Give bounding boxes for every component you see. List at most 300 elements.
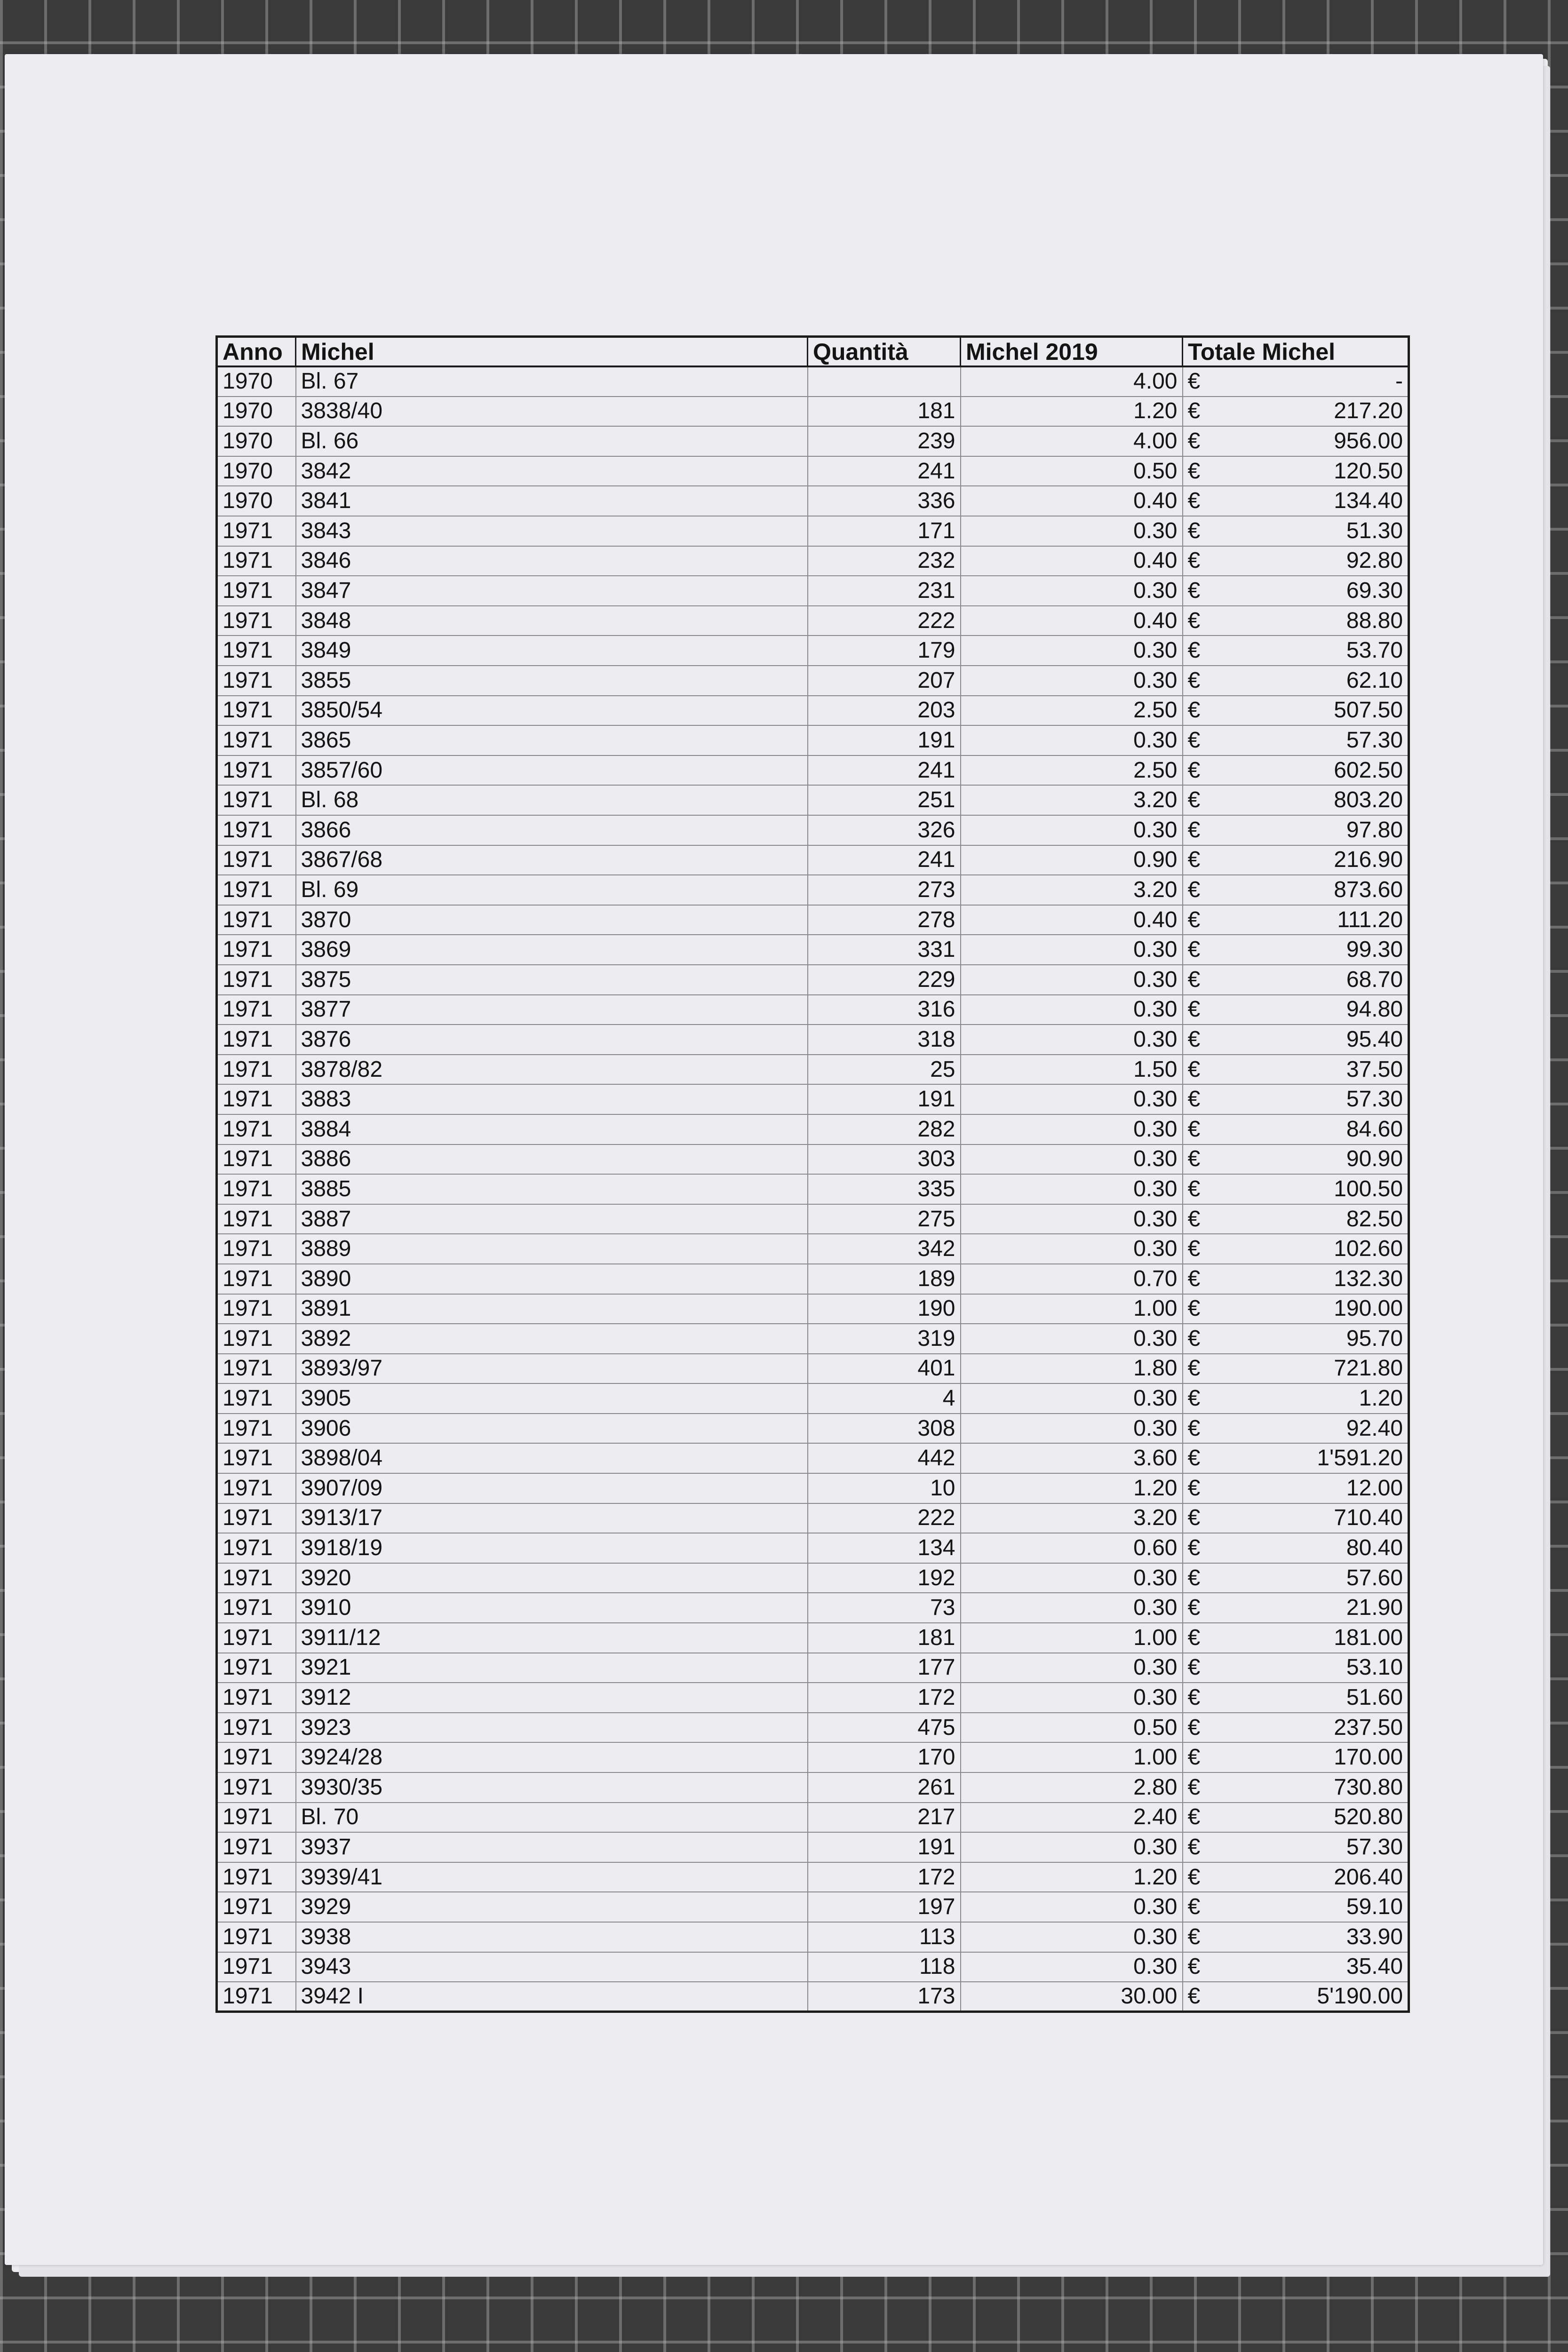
cell-michel: 3857/60 xyxy=(296,755,808,786)
cell-anno: 1971 xyxy=(217,995,296,1025)
cell-michel-2019: 3.60 xyxy=(961,1443,1183,1473)
cell-currency: € xyxy=(1183,1025,1216,1055)
table-row xyxy=(217,1772,1409,1803)
cell-totale: 134.40 xyxy=(1216,486,1409,516)
cell-michel-2019: 0.30 xyxy=(961,1653,1183,1683)
cell-anno: 1970 xyxy=(217,486,296,516)
table-row xyxy=(217,1414,1409,1444)
cell-michel: 3865 xyxy=(296,725,808,755)
cell-anno: 1971 xyxy=(217,1144,296,1175)
cell-currency: € xyxy=(1183,1294,1216,1324)
header-quantita: Quantità xyxy=(808,337,961,367)
cell-currency: € xyxy=(1183,725,1216,755)
cell-quantita: 308 xyxy=(808,1414,961,1444)
table-row xyxy=(217,1922,1409,1952)
cell-anno: 1971 xyxy=(217,1324,296,1354)
cell-totale: 92.40 xyxy=(1216,1414,1409,1444)
cell-totale: 82.50 xyxy=(1216,1204,1409,1234)
cell-totale: 602.50 xyxy=(1216,755,1409,786)
table-row xyxy=(217,456,1409,486)
cell-totale: 95.40 xyxy=(1216,1025,1409,1055)
cell-michel: 3883 xyxy=(296,1084,808,1114)
cell-totale: 57.30 xyxy=(1216,1832,1409,1862)
cell-totale: 237.50 xyxy=(1216,1713,1409,1743)
cell-anno: 1971 xyxy=(217,1952,296,1982)
cell-michel-2019: 2.50 xyxy=(961,755,1183,786)
table-row xyxy=(217,1204,1409,1234)
cell-currency: € xyxy=(1183,1264,1216,1294)
cell-anno: 1971 xyxy=(217,1892,296,1922)
table-row xyxy=(217,1144,1409,1175)
cell-totale: 37.50 xyxy=(1216,1055,1409,1085)
cell-anno: 1971 xyxy=(217,1982,296,2012)
cell-michel: Bl. 68 xyxy=(296,785,808,815)
cell-quantita: 222 xyxy=(808,606,961,636)
cell-michel: 3939/41 xyxy=(296,1862,808,1892)
cell-totale: 69.30 xyxy=(1216,576,1409,606)
table-row xyxy=(217,1114,1409,1144)
cell-currency: € xyxy=(1183,576,1216,606)
cell-totale: 90.90 xyxy=(1216,1144,1409,1175)
cell-anno: 1970 xyxy=(217,366,296,397)
cell-currency: € xyxy=(1183,606,1216,636)
cell-quantita: 172 xyxy=(808,1862,961,1892)
cell-michel: 3918/19 xyxy=(296,1533,808,1563)
cell-quantita: 197 xyxy=(808,1892,961,1922)
cell-michel: 3849 xyxy=(296,636,808,666)
cell-anno: 1971 xyxy=(217,1383,296,1414)
table-row xyxy=(217,1503,1409,1534)
cell-quantita: 336 xyxy=(808,486,961,516)
cell-totale: 111.20 xyxy=(1216,905,1409,935)
cell-michel: 3890 xyxy=(296,1264,808,1294)
cell-totale: 520.80 xyxy=(1216,1803,1409,1833)
cell-currency: € xyxy=(1183,1414,1216,1444)
cell-currency: € xyxy=(1183,1204,1216,1234)
cell-michel-2019: 1.20 xyxy=(961,1862,1183,1892)
cell-quantita: 190 xyxy=(808,1294,961,1324)
cell-currency: € xyxy=(1183,1922,1216,1952)
cell-currency: € xyxy=(1183,486,1216,516)
cell-anno: 1971 xyxy=(217,1443,296,1473)
cell-totale: 803.20 xyxy=(1216,785,1409,815)
cell-michel-2019: 0.30 xyxy=(961,1922,1183,1952)
cell-michel: 3867/68 xyxy=(296,845,808,875)
table-row xyxy=(217,1264,1409,1294)
cell-anno: 1971 xyxy=(217,905,296,935)
cell-totale: 84.60 xyxy=(1216,1114,1409,1144)
cell-quantita: 113 xyxy=(808,1922,961,1952)
cell-michel: 3876 xyxy=(296,1025,808,1055)
table-row xyxy=(217,1623,1409,1653)
cell-totale: 120.50 xyxy=(1216,456,1409,486)
header-totale-michel: Totale Michel xyxy=(1183,337,1409,367)
cell-totale: 53.70 xyxy=(1216,636,1409,666)
cell-totale: 721.80 xyxy=(1216,1354,1409,1384)
cell-quantita: 177 xyxy=(808,1653,961,1683)
cell-michel: 3943 xyxy=(296,1952,808,1982)
table-row xyxy=(217,1713,1409,1743)
cell-currency: € xyxy=(1183,875,1216,905)
cell-quantita: 4 xyxy=(808,1383,961,1414)
cell-quantita: 326 xyxy=(808,815,961,845)
cell-quantita: 241 xyxy=(808,845,961,875)
cell-michel: 3921 xyxy=(296,1653,808,1683)
table-row xyxy=(217,1234,1409,1264)
cell-michel-2019: 4.00 xyxy=(961,426,1183,456)
cell-michel: 3847 xyxy=(296,576,808,606)
cell-michel-2019: 0.30 xyxy=(961,1892,1183,1922)
table-row xyxy=(217,546,1409,576)
cell-currency: € xyxy=(1183,1982,1216,2012)
cell-quantita: 241 xyxy=(808,755,961,786)
cell-currency: € xyxy=(1183,1563,1216,1593)
cell-michel: 3869 xyxy=(296,935,808,965)
cell-michel: Bl. 67 xyxy=(296,366,808,397)
cell-michel-2019: 0.30 xyxy=(961,1204,1183,1234)
table-row xyxy=(217,815,1409,845)
cell-quantita: 134 xyxy=(808,1533,961,1563)
cell-quantita: 275 xyxy=(808,1204,961,1234)
cell-michel-2019: 0.30 xyxy=(961,636,1183,666)
cell-michel: 3938 xyxy=(296,1922,808,1952)
cell-anno: 1971 xyxy=(217,1772,296,1803)
cell-michel-2019: 1.20 xyxy=(961,1473,1183,1503)
cell-totale: 59.10 xyxy=(1216,1892,1409,1922)
cell-michel: Bl. 69 xyxy=(296,875,808,905)
cell-quantita: 25 xyxy=(808,1055,961,1085)
table-row xyxy=(217,1025,1409,1055)
cell-totale: 95.70 xyxy=(1216,1324,1409,1354)
cell-michel: 3875 xyxy=(296,965,808,995)
cell-currency: € xyxy=(1183,845,1216,875)
cell-michel: 3905 xyxy=(296,1383,808,1414)
cell-anno: 1971 xyxy=(217,1803,296,1833)
cell-michel-2019: 0.90 xyxy=(961,845,1183,875)
table-row xyxy=(217,1862,1409,1892)
cell-anno: 1970 xyxy=(217,456,296,486)
cell-totale: 102.60 xyxy=(1216,1234,1409,1264)
cell-michel-2019: 0.60 xyxy=(961,1533,1183,1563)
cell-quantita: 207 xyxy=(808,666,961,696)
cell-totale: 35.40 xyxy=(1216,1952,1409,1982)
cell-currency: € xyxy=(1183,755,1216,786)
cell-michel: 3929 xyxy=(296,1892,808,1922)
header-michel: Michel xyxy=(296,337,808,367)
cell-totale: 53.10 xyxy=(1216,1653,1409,1683)
cell-michel-2019: 0.30 xyxy=(961,725,1183,755)
cell-totale: 181.00 xyxy=(1216,1623,1409,1653)
table-row xyxy=(217,666,1409,696)
table-row xyxy=(217,965,1409,995)
cell-michel: 3906 xyxy=(296,1414,808,1444)
cell-quantita: 217 xyxy=(808,1803,961,1833)
cell-michel: 3841 xyxy=(296,486,808,516)
table-row xyxy=(217,1653,1409,1683)
table-row xyxy=(217,725,1409,755)
cell-currency: € xyxy=(1183,1503,1216,1534)
cell-totale: 51.30 xyxy=(1216,516,1409,546)
table-row xyxy=(217,486,1409,516)
cell-michel-2019: 0.30 xyxy=(961,516,1183,546)
cell-anno: 1971 xyxy=(217,1084,296,1114)
cell-michel-2019: 2.80 xyxy=(961,1772,1183,1803)
cell-quantita xyxy=(808,366,961,397)
cell-quantita: 303 xyxy=(808,1144,961,1175)
table-row xyxy=(217,1294,1409,1324)
cell-quantita: 192 xyxy=(808,1563,961,1593)
cell-currency: € xyxy=(1183,1443,1216,1473)
cell-quantita: 191 xyxy=(808,725,961,755)
table-row xyxy=(217,606,1409,636)
table-row xyxy=(217,1443,1409,1473)
cell-michel-2019: 2.40 xyxy=(961,1803,1183,1833)
cell-quantita: 222 xyxy=(808,1503,961,1534)
cell-michel-2019: 0.50 xyxy=(961,1713,1183,1743)
table-row xyxy=(217,1892,1409,1922)
cell-totale: 217.20 xyxy=(1216,397,1409,427)
cell-michel-2019: 0.30 xyxy=(961,1084,1183,1114)
cell-michel-2019: 0.30 xyxy=(961,1593,1183,1623)
cell-currency: € xyxy=(1183,1055,1216,1085)
cell-michel-2019: 3.20 xyxy=(961,1503,1183,1534)
cell-quantita: 191 xyxy=(808,1832,961,1862)
cell-michel: 3850/54 xyxy=(296,696,808,726)
cell-totale: 33.90 xyxy=(1216,1922,1409,1952)
table-row xyxy=(217,1533,1409,1563)
cell-anno: 1971 xyxy=(217,1533,296,1563)
cell-anno: 1971 xyxy=(217,785,296,815)
cell-michel-2019: 2.50 xyxy=(961,696,1183,726)
cell-quantita: 331 xyxy=(808,935,961,965)
cell-michel-2019: 0.40 xyxy=(961,486,1183,516)
cell-michel: 3910 xyxy=(296,1593,808,1623)
cell-michel: 3878/82 xyxy=(296,1055,808,1085)
cell-michel: 3884 xyxy=(296,1114,808,1144)
cell-totale: 730.80 xyxy=(1216,1772,1409,1803)
cell-totale: 206.40 xyxy=(1216,1862,1409,1892)
cell-currency: € xyxy=(1183,546,1216,576)
cell-anno: 1971 xyxy=(217,1593,296,1623)
cell-currency: € xyxy=(1183,995,1216,1025)
table-row xyxy=(217,1563,1409,1593)
cell-michel-2019: 1.50 xyxy=(961,1055,1183,1085)
cell-totale: 100.50 xyxy=(1216,1174,1409,1204)
table-row xyxy=(217,845,1409,875)
cell-totale: 92.80 xyxy=(1216,546,1409,576)
cell-michel-2019: 1.80 xyxy=(961,1354,1183,1384)
cell-currency: € xyxy=(1183,397,1216,427)
cell-michel-2019: 0.70 xyxy=(961,1264,1183,1294)
cell-michel: 3886 xyxy=(296,1144,808,1175)
cell-anno: 1971 xyxy=(217,1354,296,1384)
cell-michel-2019: 0.40 xyxy=(961,606,1183,636)
cell-quantita: 171 xyxy=(808,516,961,546)
table-row xyxy=(217,1683,1409,1713)
table-row xyxy=(217,755,1409,786)
cell-michel-2019: 0.30 xyxy=(961,1563,1183,1593)
cell-totale: 5'190.00 xyxy=(1216,1982,1409,2012)
table-row xyxy=(217,1354,1409,1384)
cell-michel: 3920 xyxy=(296,1563,808,1593)
cell-currency: € xyxy=(1183,1383,1216,1414)
cell-anno: 1970 xyxy=(217,397,296,427)
cell-anno: 1971 xyxy=(217,1294,296,1324)
cell-quantita: 401 xyxy=(808,1354,961,1384)
cell-anno: 1971 xyxy=(217,1713,296,1743)
cell-michel-2019: 0.30 xyxy=(961,1324,1183,1354)
cell-currency: € xyxy=(1183,1473,1216,1503)
cell-anno: 1971 xyxy=(217,935,296,965)
cell-michel: 3891 xyxy=(296,1294,808,1324)
cell-quantita: 231 xyxy=(808,576,961,606)
cell-currency: € xyxy=(1183,1952,1216,1982)
cell-currency: € xyxy=(1183,1713,1216,1743)
cell-anno: 1971 xyxy=(217,1683,296,1713)
cell-quantita: 442 xyxy=(808,1443,961,1473)
cell-michel-2019: 3.20 xyxy=(961,875,1183,905)
cell-currency: € xyxy=(1183,696,1216,726)
cell-michel: 3843 xyxy=(296,516,808,546)
cell-quantita: 261 xyxy=(808,1772,961,1803)
cell-michel-2019: 0.30 xyxy=(961,1952,1183,1982)
cell-quantita: 191 xyxy=(808,1084,961,1114)
cell-quantita: 203 xyxy=(808,696,961,726)
cell-michel-2019: 0.30 xyxy=(961,576,1183,606)
cell-quantita: 179 xyxy=(808,636,961,666)
stamp-inventory-table xyxy=(215,335,1410,2013)
cell-anno: 1971 xyxy=(217,1653,296,1683)
cell-michel-2019: 0.30 xyxy=(961,1832,1183,1862)
cell-anno: 1971 xyxy=(217,666,296,696)
cell-quantita: 282 xyxy=(808,1114,961,1144)
cell-currency: € xyxy=(1183,1832,1216,1862)
table-row xyxy=(217,366,1409,397)
cell-totale: 1'591.20 xyxy=(1216,1443,1409,1473)
header-row xyxy=(217,337,1409,367)
cell-michel: Bl. 70 xyxy=(296,1803,808,1833)
cell-anno: 1971 xyxy=(217,516,296,546)
cell-michel-2019: 1.00 xyxy=(961,1623,1183,1653)
cell-currency: € xyxy=(1183,636,1216,666)
table-row xyxy=(217,935,1409,965)
cell-totale: 88.80 xyxy=(1216,606,1409,636)
cell-anno: 1971 xyxy=(217,636,296,666)
cell-anno: 1971 xyxy=(217,965,296,995)
cell-currency: € xyxy=(1183,426,1216,456)
cell-currency: € xyxy=(1183,1593,1216,1623)
cell-anno: 1971 xyxy=(217,546,296,576)
cell-quantita: 118 xyxy=(808,1952,961,1982)
cell-anno: 1971 xyxy=(217,1862,296,1892)
cell-michel-2019: 0.30 xyxy=(961,1114,1183,1144)
cell-currency: € xyxy=(1183,1892,1216,1922)
cell-anno: 1971 xyxy=(217,755,296,786)
cell-quantita: 170 xyxy=(808,1742,961,1772)
cell-michel: 3930/35 xyxy=(296,1772,808,1803)
cell-quantita: 278 xyxy=(808,905,961,935)
cell-currency: € xyxy=(1183,1742,1216,1772)
table-row xyxy=(217,905,1409,935)
cell-totale: 57.30 xyxy=(1216,725,1409,755)
cell-totale: 12.00 xyxy=(1216,1473,1409,1503)
cell-michel: 3855 xyxy=(296,666,808,696)
table-body xyxy=(217,366,1409,2012)
cell-anno: 1971 xyxy=(217,1503,296,1534)
cell-anno: 1971 xyxy=(217,1055,296,1085)
cell-anno: 1971 xyxy=(217,1204,296,1234)
cell-totale: 21.90 xyxy=(1216,1593,1409,1623)
cell-currency: € xyxy=(1183,1533,1216,1563)
cell-currency: € xyxy=(1183,366,1216,397)
cell-michel: 3846 xyxy=(296,546,808,576)
cell-currency: € xyxy=(1183,815,1216,845)
table-row xyxy=(217,576,1409,606)
cell-totale: 956.00 xyxy=(1216,426,1409,456)
cell-michel-2019: 0.30 xyxy=(961,1025,1183,1055)
table-row xyxy=(217,1742,1409,1772)
cell-quantita: 189 xyxy=(808,1264,961,1294)
cell-michel: 3848 xyxy=(296,606,808,636)
table-row xyxy=(217,1324,1409,1354)
cell-michel-2019: 1.20 xyxy=(961,397,1183,427)
table-row xyxy=(217,397,1409,427)
cell-totale: 99.30 xyxy=(1216,935,1409,965)
cell-quantita: 181 xyxy=(808,1623,961,1653)
cell-currency: € xyxy=(1183,1653,1216,1683)
cell-totale: 132.30 xyxy=(1216,1264,1409,1294)
cell-michel: 3942 I xyxy=(296,1982,808,2012)
table-row xyxy=(217,1952,1409,1982)
cell-michel-2019: 1.00 xyxy=(961,1294,1183,1324)
cell-currency: € xyxy=(1183,666,1216,696)
cell-totale: 68.70 xyxy=(1216,965,1409,995)
cell-currency: € xyxy=(1183,1144,1216,1175)
cell-currency: € xyxy=(1183,1084,1216,1114)
table-row xyxy=(217,1593,1409,1623)
cell-totale: 57.60 xyxy=(1216,1563,1409,1593)
cell-anno: 1971 xyxy=(217,725,296,755)
cell-totale: 873.60 xyxy=(1216,875,1409,905)
cell-currency: € xyxy=(1183,1234,1216,1264)
cell-michel: 3913/17 xyxy=(296,1503,808,1534)
cell-quantita: 475 xyxy=(808,1713,961,1743)
header-michel-2019: Michel 2019 xyxy=(961,337,1183,367)
cell-michel: Bl. 66 xyxy=(296,426,808,456)
cell-michel-2019: 0.30 xyxy=(961,1414,1183,1444)
cell-quantita: 181 xyxy=(808,397,961,427)
cell-anno: 1971 xyxy=(217,1742,296,1772)
cell-totale: 62.10 xyxy=(1216,666,1409,696)
cell-totale: 170.00 xyxy=(1216,1742,1409,1772)
table-row xyxy=(217,1832,1409,1862)
cell-michel-2019: 0.50 xyxy=(961,456,1183,486)
table-row xyxy=(217,1174,1409,1204)
table-row xyxy=(217,696,1409,726)
cell-michel-2019: 4.00 xyxy=(961,366,1183,397)
cell-quantita: 172 xyxy=(808,1683,961,1713)
cell-quantita: 239 xyxy=(808,426,961,456)
table-row xyxy=(217,516,1409,546)
cell-michel: 3907/09 xyxy=(296,1473,808,1503)
cell-currency: € xyxy=(1183,1174,1216,1204)
cell-quantita: 335 xyxy=(808,1174,961,1204)
cell-michel-2019: 0.30 xyxy=(961,1383,1183,1414)
cell-anno: 1971 xyxy=(217,1264,296,1294)
cell-currency: € xyxy=(1183,935,1216,965)
cell-quantita: 251 xyxy=(808,785,961,815)
cell-michel-2019: 30.00 xyxy=(961,1982,1183,2012)
